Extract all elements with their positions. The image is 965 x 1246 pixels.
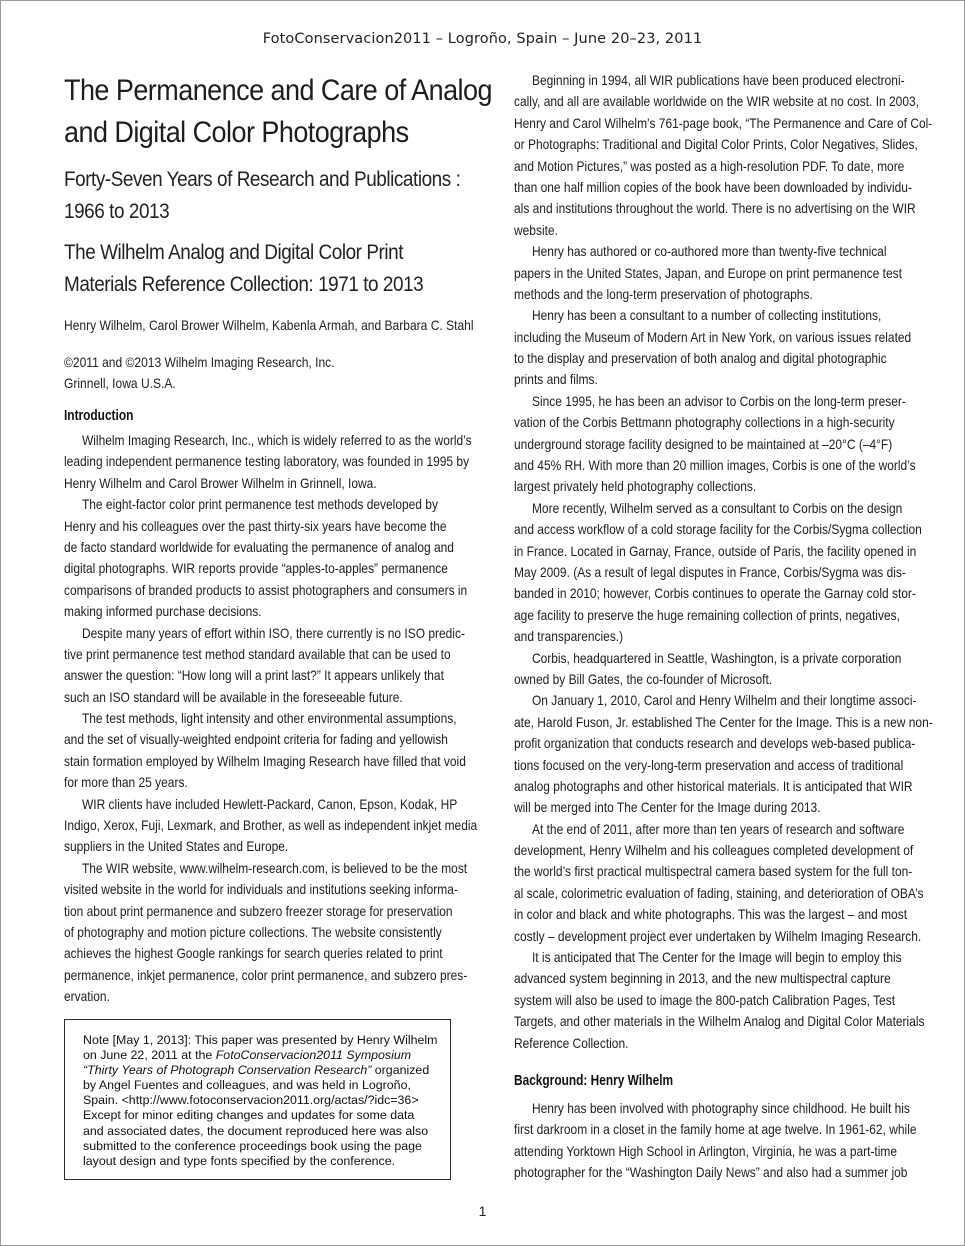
paragraph-line: and 45% RH. With more than 20 million images, Corbis is one of the world’s <box>514 457 916 474</box>
paragraph-line: than one half million copies of the book have been downloaded by individu- <box>514 178 912 195</box>
paragraph-line: analog photographs and other historical materials. It is anticipated that WIR <box>514 777 913 794</box>
note-italic-run: “Thirty Years of Photograph Conservation Research” <box>83 1063 372 1078</box>
left-column-body <box>64 430 478 1008</box>
paragraph-line: It is anticipated that The Center for the Image will begin to employ this <box>531 949 902 966</box>
paragraph-line: Indigo, Xerox, Fuji, Lexmark, and Brother, as well as independent inkjet media <box>64 817 478 834</box>
paragraph-line: including the Museum of Modern Art in New York, on various issues related <box>514 328 912 345</box>
paragraph-line: banded in 2010; however, Corbis continues to operate the Garnay cold stor- <box>514 585 916 602</box>
paragraph-line: Targets, and other materials in the Wilhelm Analog and Digital Color Materials <box>514 1013 925 1030</box>
paragraph-line: tive print permanence test method standard available that can be used to <box>64 645 451 662</box>
note-text-run: Except for minor editing changes and updates for some data <box>83 1108 415 1123</box>
paragraph-line: On January 1, 2010, Carol and Henry Wilhelm and their longtime associ- <box>531 692 917 709</box>
note-text-run: layout design and type fonts specified by the conference. <box>83 1153 396 1168</box>
paragraph-line: in color and black and white photographs. This was the largest – and most <box>514 906 908 923</box>
paragraph-line: largest privately held photography collections. <box>514 478 757 495</box>
subtitle-line: The Wilhelm Analog and Digital Color Print <box>64 240 404 264</box>
note-line <box>83 1048 437 1063</box>
paragraph-line: digital photographs. WIR reports provide “apples-to-apples” permanence <box>64 560 448 577</box>
page-number: 1 <box>478 1203 487 1219</box>
subtitle-research <box>64 163 460 227</box>
copyright-line: ©2011 and ©2013 Wilhelm Imaging Research, Inc. <box>64 354 335 370</box>
note-italic-run: FotoConservacion2011 Symposium <box>215 1048 412 1063</box>
note-text-run: Spain. <http://www.fotoconservacion2011.org/actas/?idc=36> <box>83 1093 419 1108</box>
paragraph-line: Henry has been involved with photography since childhood. He built his <box>531 1100 910 1116</box>
paragraph-line: Henry Wilhelm and Carol Brower Wilhelm in Grinnell, Iowa. <box>64 474 377 491</box>
paragraph-line: answer the question: “How long will a print last?” It appears unlikely that <box>64 667 444 684</box>
paragraph-line: May 2009. (As a result of legal disputes in France, Corbis/Sygma was dis- <box>514 563 906 580</box>
paragraph-line: photographer for the “Washington Daily News” and also had a summer job <box>514 1164 908 1181</box>
paragraph-line: The WIR website, www.wilhelm-research.com, is believed to be the most <box>81 859 468 876</box>
paragraph-line: visited website in the world for individuals and institutions seeking informa- <box>64 881 458 898</box>
paragraph-line: Corbis, headquartered in Seattle, Washington, is a private corporation <box>531 649 902 666</box>
paragraph-line: The eight-factor color print permanence test methods developed by <box>81 496 438 513</box>
paragraph-line: owned by Bill Gates, the co-founder of Microsoft. <box>514 670 773 687</box>
note-text-run: by Angel Fuentes and colleagues, and was held in Logroño, <box>83 1078 411 1093</box>
paragraph-line: and access workflow of a cold storage facility for the Corbis/Sygma collection <box>514 521 922 538</box>
note-line <box>83 1078 437 1093</box>
paragraph-line: making informed purchase decisions. <box>64 603 262 620</box>
right-column-body <box>514 70 933 1054</box>
note-line <box>83 1124 437 1139</box>
note-line <box>83 1033 437 1048</box>
paragraph-line: vation of the Corbis Bettmann photography collections in a high-security <box>514 414 895 431</box>
section-heading-introduction: Introduction <box>64 408 134 424</box>
author-list: Henry Wilhelm, Carol Brower Wilhelm, Kabenla Armah, and Barbara C. Stahl <box>64 317 474 333</box>
subtitle-line: 1966 to 2013 <box>64 199 170 223</box>
note-text-run: submitted to the conference proceedings book using the page <box>83 1138 422 1153</box>
title-line: and Digital Color Photographs <box>64 116 409 149</box>
paragraph-line: Beginning in 1994, all WIR publications have been produced electroni- <box>531 72 905 88</box>
section-heading-background: Background: Henry Wilhelm <box>514 1073 674 1089</box>
paragraph-line: tions focused on the very-long-term preservation and access of traditional <box>514 756 904 773</box>
paragraph-line: profit organization that conducts research and develops web-based publica- <box>514 735 916 752</box>
paragraph-line: for more than 25 years. <box>64 774 188 791</box>
title-line: The Permanence and Care of Analog <box>64 74 492 107</box>
paragraph-line: development, Henry Wilhelm and his colleagues completed development of <box>514 842 914 859</box>
paragraph-line: suppliers in the United States and Europe. <box>64 838 289 855</box>
note-line <box>83 1139 437 1154</box>
paragraph-line: cally, and all are available worldwide on the WIR website at no cost. In 2003, <box>514 93 919 110</box>
paragraph-line: first darkroom in a closet in the family home at age twelve. In 1961-62, while <box>514 1121 917 1138</box>
paragraph-line: stain formation employed by Wilhelm Imaging Research have filled that void <box>64 752 466 769</box>
note-text-run: organized <box>371 1063 430 1078</box>
paragraph-line: costly – development project ever undertaken by Wilhelm Imaging Research. <box>514 927 922 944</box>
subtitle-collection <box>64 236 423 300</box>
paragraph-line: The test methods, light intensity and other environmental assumptions, <box>81 710 457 727</box>
paragraph-line: leading independent permanence testing laboratory, was founded in 1995 by <box>64 453 470 470</box>
paragraph-line: WIR clients have included Hewlett-Packard, Canon, Epson, Kodak, HP <box>81 795 458 812</box>
paragraph-line: de facto standard worldwide for evaluating the permanence of analog and <box>64 538 454 555</box>
paragraph-line: Since 1995, he has been an advisor to Corbis on the long-term preser- <box>531 392 906 409</box>
paragraph-line: als and institutions throughout the world. There is no advertising on the WIR <box>514 200 916 217</box>
paragraph-line: Henry and Carol Wilhelm’s 761-page book, “The Permanence and Care of Col- <box>514 114 933 131</box>
paper-title <box>64 70 492 154</box>
paragraph-line: of photography and motion picture collections. The website consistently <box>64 923 442 940</box>
paragraph-line: ate, Harold Fuson, Jr. established The Center for the Image. This is a new non- <box>514 713 933 730</box>
note-line <box>83 1063 437 1078</box>
running-head: FotoConservacion2011 – Logroño, Spain – June 20–23, 2011 <box>262 31 703 47</box>
paragraph-line: Wilhelm Imaging Research, Inc., which is widely referred to as the world’s <box>81 432 472 448</box>
paragraph-line: permanence, inkjet permanence, color print permanence, and subzero pres- <box>64 966 468 983</box>
paragraph-line: and transparencies.) <box>514 628 624 645</box>
paragraph-line: such an ISO standard will be available in the foreseeable future. <box>64 688 403 705</box>
paragraph-line: papers in the United States, Japan, and Europe on print permanence test <box>514 264 902 281</box>
paragraph-line: age facility to preserve the huge remaining collection of prints, negatives, <box>514 606 900 623</box>
paragraph-line: the world’s first practical multispectral camera based system for the full ton- <box>514 863 913 880</box>
paragraph-line: and Motion Pictures,” was posted as a high-resolution PDF. To date, more <box>514 157 905 174</box>
paragraph-line: will be merged into The Center for the Image during 2013. <box>514 799 821 816</box>
paragraph-line: system will also be used to image the 800-patch Calibration Pages, Test <box>514 991 896 1008</box>
background-paragraph <box>514 1098 917 1184</box>
note-text-run: and associated dates, the document reproduced here was also <box>83 1123 429 1138</box>
note-line <box>83 1154 437 1169</box>
affiliation-line: Grinnell, Iowa U.S.A. <box>64 375 176 391</box>
paragraph-line: Henry has authored or co-authored more than twenty-five technical <box>531 243 887 260</box>
paragraph-line: More recently, Wilhelm served as a consultant to Corbis on the design <box>531 499 903 516</box>
paragraph-line: al scale, colorimetric evaluation of fading, staining, and deterioration of OBA’s <box>514 884 924 901</box>
copyright-notice <box>64 352 335 394</box>
paragraph-line: in France. Located in Garnay, France, outside of Paris, the facility opened in <box>514 542 917 559</box>
paragraph-line: or Photographs: Traditional and Digital Color Prints, Color Negatives, Slides, <box>514 136 918 153</box>
note-text-run: Note [May 1, 2013]: This paper was presented by Henry Wilhelm <box>83 1033 438 1047</box>
paragraph-line: attending Yorktown High School in Arlington, Virginia, he was a part-time <box>514 1142 898 1159</box>
paragraph-line: tion about print permanence and subzero freezer storage for preservation <box>64 902 453 919</box>
note-text-run: on June 22, 2011 at the <box>83 1048 216 1063</box>
paragraph-line: achieves the highest Google rankings for search queries related to print <box>64 945 443 962</box>
editorial-note-box <box>64 1019 451 1180</box>
paragraph-line: advanced system beginning in 2013, and the new multispectral capture <box>514 970 891 987</box>
paragraph-line: Henry has been a consultant to a number of collecting institutions, <box>531 307 882 324</box>
paragraph-line: methods and the long-term preservation of photographs. <box>514 285 813 302</box>
paragraph-line: prints and films. <box>514 371 598 388</box>
paragraph-line: and the set of visually-weighted endpoint criteria for fading and yellowish <box>64 731 448 748</box>
paragraph-line: comparisons of branded products to assist photographers and consumers in <box>64 581 468 598</box>
editorial-note-text <box>83 1033 437 1169</box>
paragraph-line: Reference Collection. <box>514 1034 629 1051</box>
subtitle-line: Materials Reference Collection: 1971 to 2013 <box>64 272 424 296</box>
subtitle-line: Forty-Seven Years of Research and Publications : <box>64 167 461 191</box>
paragraph-line: At the end of 2011, after more than ten years of research and software <box>531 820 905 837</box>
paragraph-line: ervation. <box>64 988 110 1005</box>
note-line <box>83 1108 437 1123</box>
note-line <box>83 1093 437 1108</box>
paragraph-line: underground storage facility designed to be maintained at –20°C (–4°F) <box>514 435 893 452</box>
paragraph-line: Henry and his colleagues over the past thirty-six years have become the <box>64 517 447 534</box>
paragraph-line: Despite many years of effort within ISO, there currently is no ISO predic- <box>81 624 465 641</box>
paragraph-line: website. <box>514 221 558 238</box>
paragraph-line: to the display and preservation of both analog and digital photographic <box>514 350 887 367</box>
